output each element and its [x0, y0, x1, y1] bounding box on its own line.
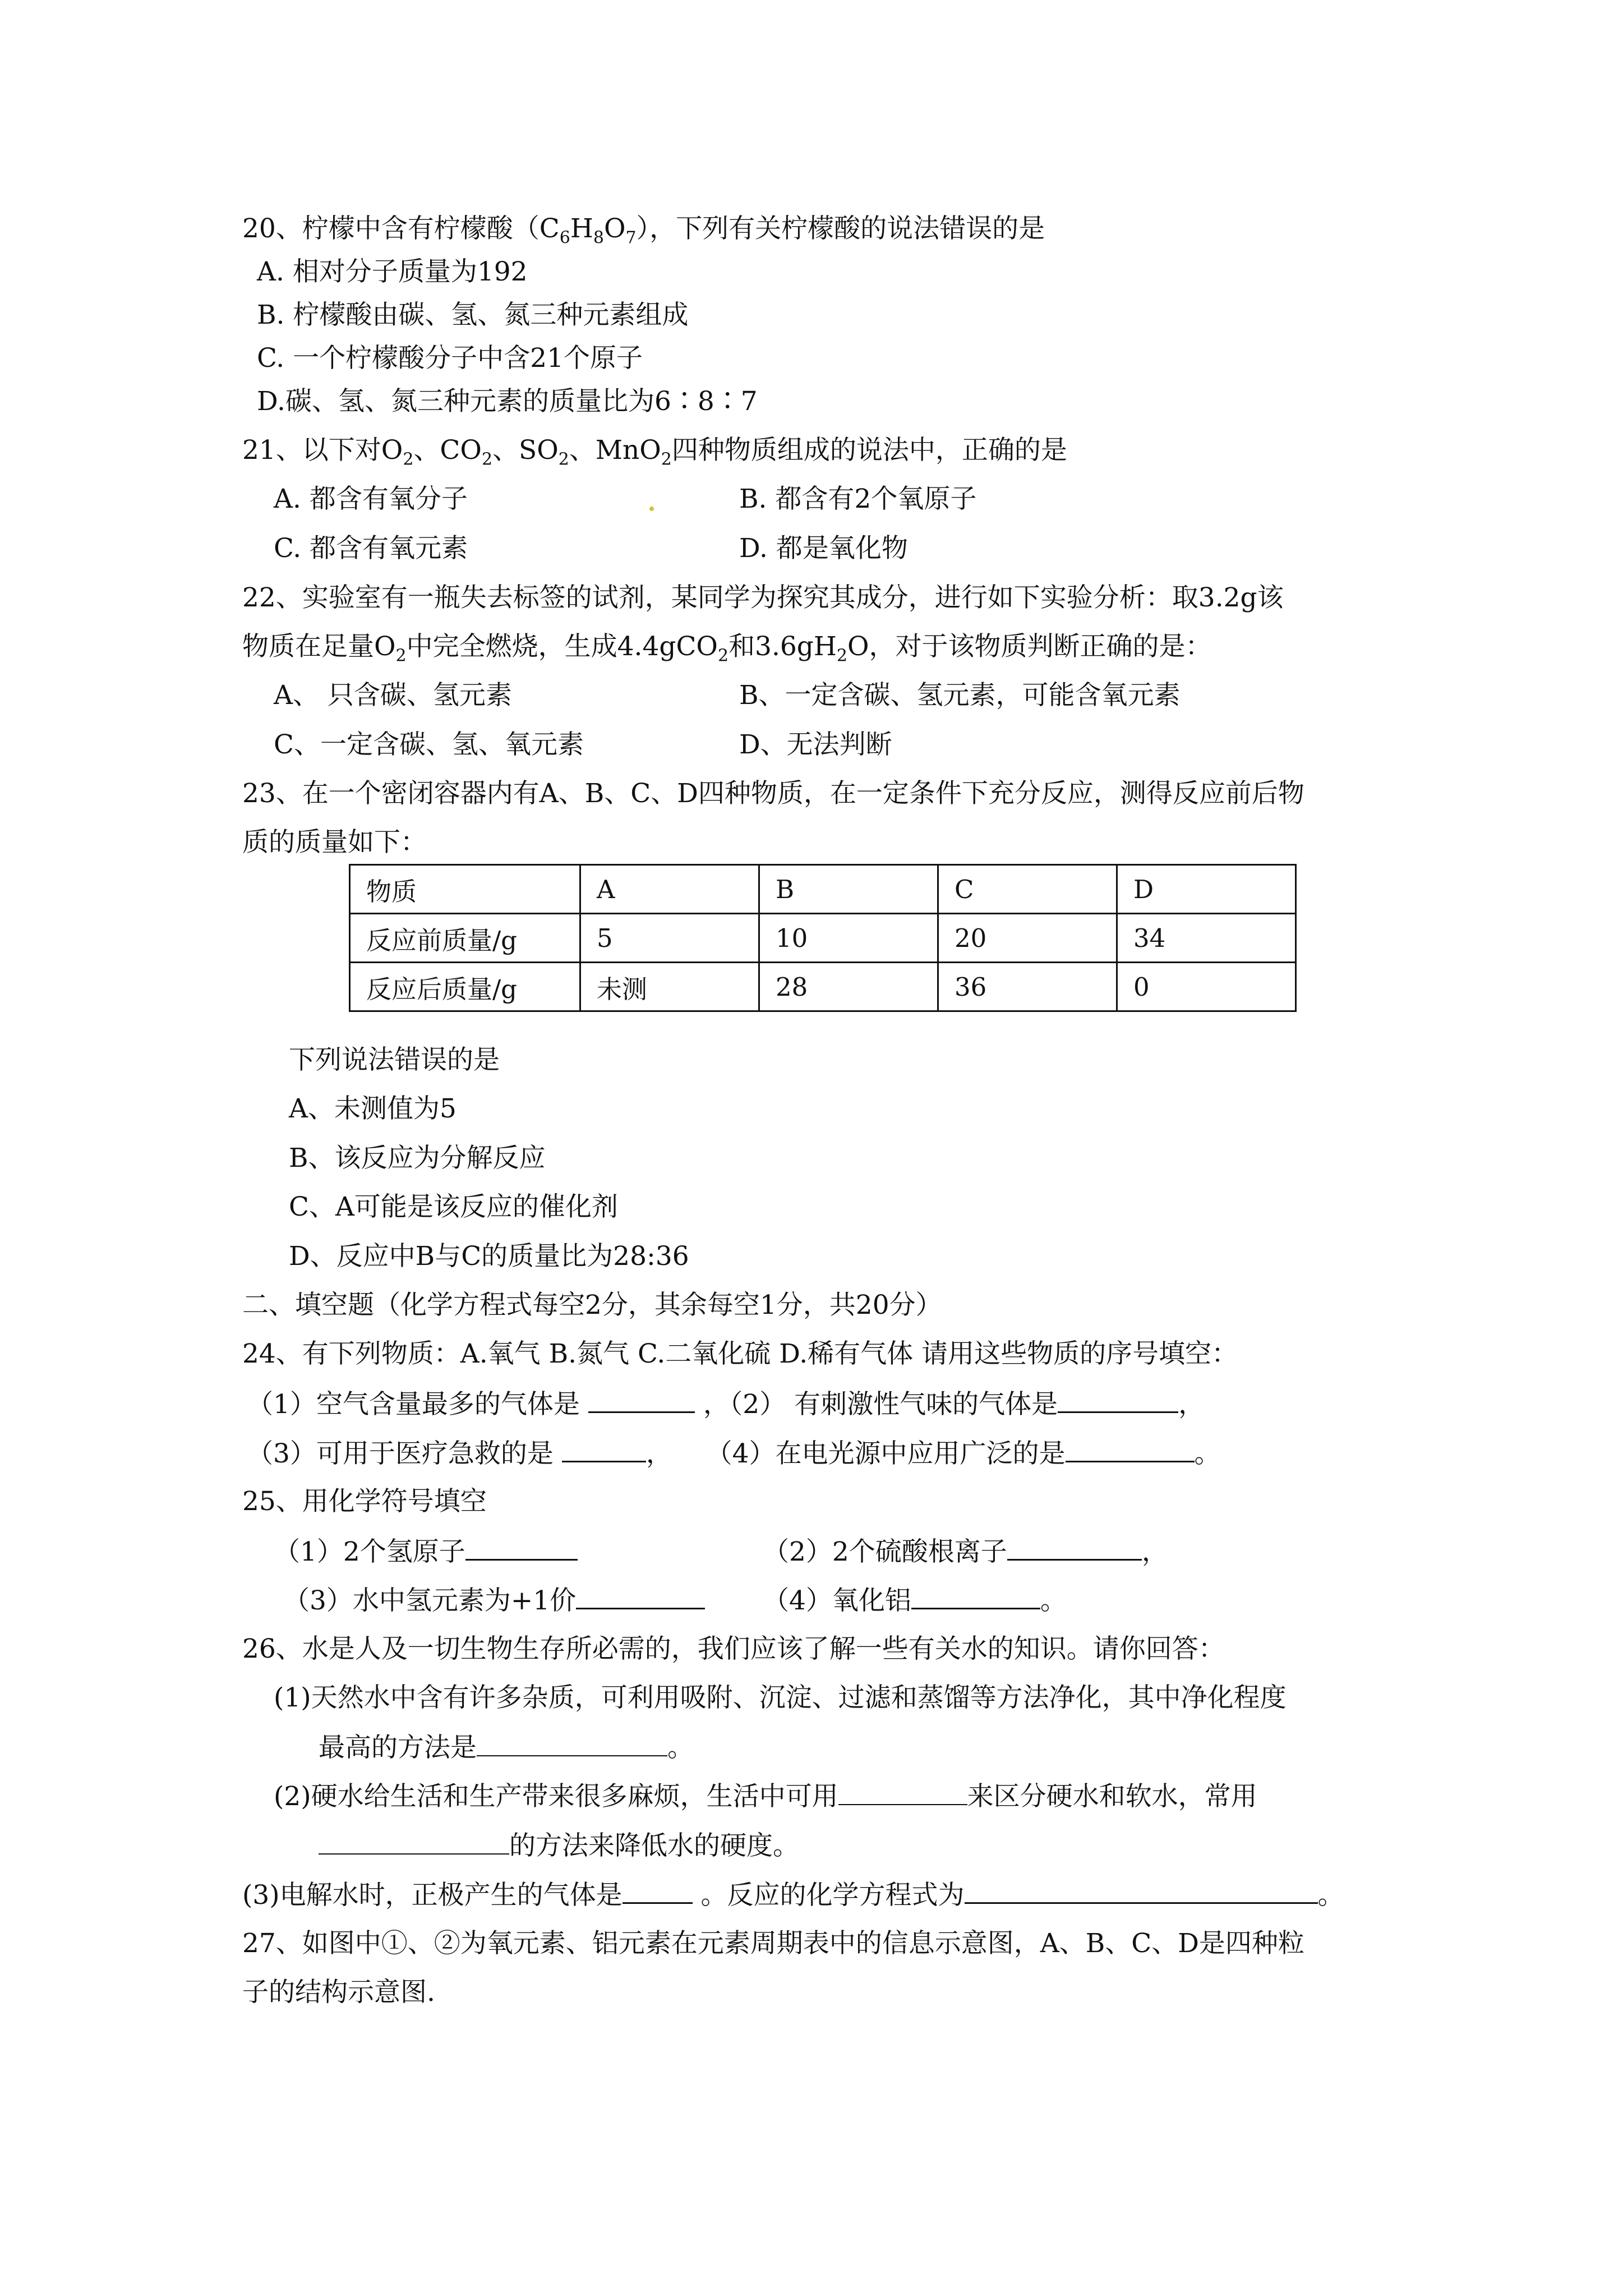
q20-option-c: C. 一个柠檬酸分子中含21个原子 [257, 343, 643, 374]
q20-option-b: B. 柠檬酸由碳、氢、氮三种元素组成 [257, 300, 689, 330]
q23-stem-line1: 23、在一个密闭容器内有A、B、C、D四种物质，在一定条件下充分反应，测得反应前后物 [242, 778, 1304, 809]
table-cell: 20 [938, 914, 1117, 963]
answer-blank[interactable] [623, 1878, 693, 1904]
table-cell: 10 [759, 914, 938, 963]
q25-blank-1: （1）2个氢原子 [274, 1534, 578, 1569]
q23-option-d: D、反应中B与C的质量比为28:36 [289, 1241, 689, 1272]
mass-table [349, 864, 1297, 1012]
answer-blank[interactable] [562, 1436, 646, 1462]
table-cell: 0 [1117, 963, 1296, 1011]
section-title: 二、填空题（化学方程式每空2分，其余每空1分，共20分） [242, 1290, 942, 1320]
q26-part2-line2: 的方法来降低水的硬度。 [319, 1829, 799, 1863]
table-header-row [350, 865, 1296, 914]
answer-blank[interactable] [1066, 1436, 1195, 1462]
table-header-cell: C [938, 865, 1117, 914]
q25-blank-3: （3）水中氢元素为+1价 [283, 1583, 705, 1618]
table-cell: 反应前质量/g [350, 914, 580, 963]
q27-stem-line1: 27、如图中①、②为氧元素、铝元素在元素周期表中的信息示意图，A、B、C、D是四种粒 [242, 1928, 1304, 1959]
q26-part2-line1: (2)硬水给生活和生产带来很多麻烦，生活中可用 来区分硬水和软水，常用 [274, 1779, 1257, 1814]
q21-option-c: C. 都含有氧元素 [274, 533, 468, 564]
q23-prompt: 下列说法错误的是 [289, 1045, 500, 1075]
table-cell: 34 [1117, 914, 1296, 963]
q24-blank-line2: （3）可用于医疗急救的是 ， （4）在电光源中应用广泛的是 。 [247, 1436, 1221, 1471]
answer-blank[interactable] [319, 1829, 509, 1855]
q22-option-a: A、 只含碳、氢元素 [274, 680, 512, 711]
table-cell: 5 [580, 914, 759, 963]
table-header-cell: A [580, 865, 759, 914]
q26-part3: (3)电解水时，正极产生的气体是 。反应的化学方程式为 。 [242, 1878, 1344, 1912]
q21-stem: 21、以下对$O_2$、$CO_2$、$SO_2$、MnO$_2$四种物质组成的说法中，正确的是 [242, 435, 1067, 470]
q23-stem-line2: 质的质量如下： [242, 827, 427, 858]
q25-blank-4: （4）氧化铝 。 [763, 1583, 1067, 1618]
stray-mark [649, 507, 654, 511]
table-cell: 36 [938, 963, 1117, 1011]
table-cell: 反应后质量/g [350, 963, 580, 1011]
q20-option-d: D.碳、氢、氮三种元素的质量比为6∶8∶7 [257, 386, 758, 417]
answer-blank[interactable] [588, 1387, 695, 1413]
q23-option-a: A、未测值为5 [289, 1093, 457, 1124]
q22-stem-line2: 物质在足量$O_2$中完全燃烧，生成4.4gCO$_2$和$3.6gH_2O$，对于该物质判断正确的是： [242, 631, 1212, 666]
table-cell: 未测 [580, 963, 759, 1011]
q24-stem: 24、有下列物质：A.氧气 B.氮气 C.二氧化硫 D.稀有气体 请用这些物质的序号填空： [242, 1338, 1238, 1369]
table-row [350, 914, 1296, 963]
q23-option-b: B、该反应为分解反应 [289, 1143, 546, 1174]
q25-stem: 25、用化学符号填空 [242, 1486, 487, 1517]
q27-stem-line2: 子的结构示意图. [242, 1977, 435, 2008]
q21-option-b: B. 都含有2个氧原子 [739, 484, 977, 514]
q21-option-d: D. 都是氧化物 [739, 533, 908, 564]
q22-option-b: B、一定含碳、氢元素，可能含氧元素 [739, 680, 1181, 711]
q26-stem: 26、水是人及一切生物生存所必需的，我们应该了解一些有关水的知识。请你回答： [242, 1634, 1225, 1664]
q26-part1-line1: (1)天然水中含有许多杂质，可利用吸附、沉淀、过滤和蒸馏等方法净化，其中净化程度 [274, 1682, 1287, 1713]
q22-option-d: D、无法判断 [739, 729, 892, 760]
answer-blank[interactable] [465, 1534, 578, 1561]
q22-stem-line1: 22、实验室有一瓶失去标签的试剂，某同学为探究其成分，进行如下实验分析：取3.2g该 [242, 582, 1284, 613]
answer-blank[interactable] [838, 1779, 967, 1805]
q21-option-a: A. 都含有氧分子 [274, 484, 468, 514]
answer-blank[interactable] [576, 1583, 705, 1609]
q20-stem: 20、柠檬中含有柠檬酸$(C_6H_8O_7)$，下列有关柠檬酸的说法错误的是 [242, 213, 1045, 248]
q24-blank-line1: （1）空气含量最多的气体是 ，（2） 有刺激性气味的气体是 ， [247, 1387, 1205, 1421]
table-cell: 28 [759, 963, 938, 1011]
table-header-cell: 物质 [350, 865, 580, 914]
answer-blank[interactable] [477, 1731, 667, 1756]
q26-part1-line2: 最高的方法是 。 [319, 1731, 694, 1765]
q23-option-c: C、A可能是该反应的催化剂 [289, 1191, 618, 1222]
q20-option-a: A. 相对分子质量为192 [257, 256, 528, 287]
q25-blank-2: （2）2个硫酸根离子 ， [763, 1534, 1168, 1569]
answer-blank[interactable] [911, 1583, 1040, 1609]
answer-blank[interactable] [965, 1878, 1318, 1904]
answer-blank[interactable] [1007, 1534, 1142, 1561]
answer-blank[interactable] [1058, 1387, 1178, 1413]
table-header-cell: B [759, 865, 938, 914]
q22-option-c: C、一定含碳、氢、氧元素 [274, 729, 584, 760]
table-header-cell: D [1117, 865, 1296, 914]
table-row [350, 963, 1296, 1011]
